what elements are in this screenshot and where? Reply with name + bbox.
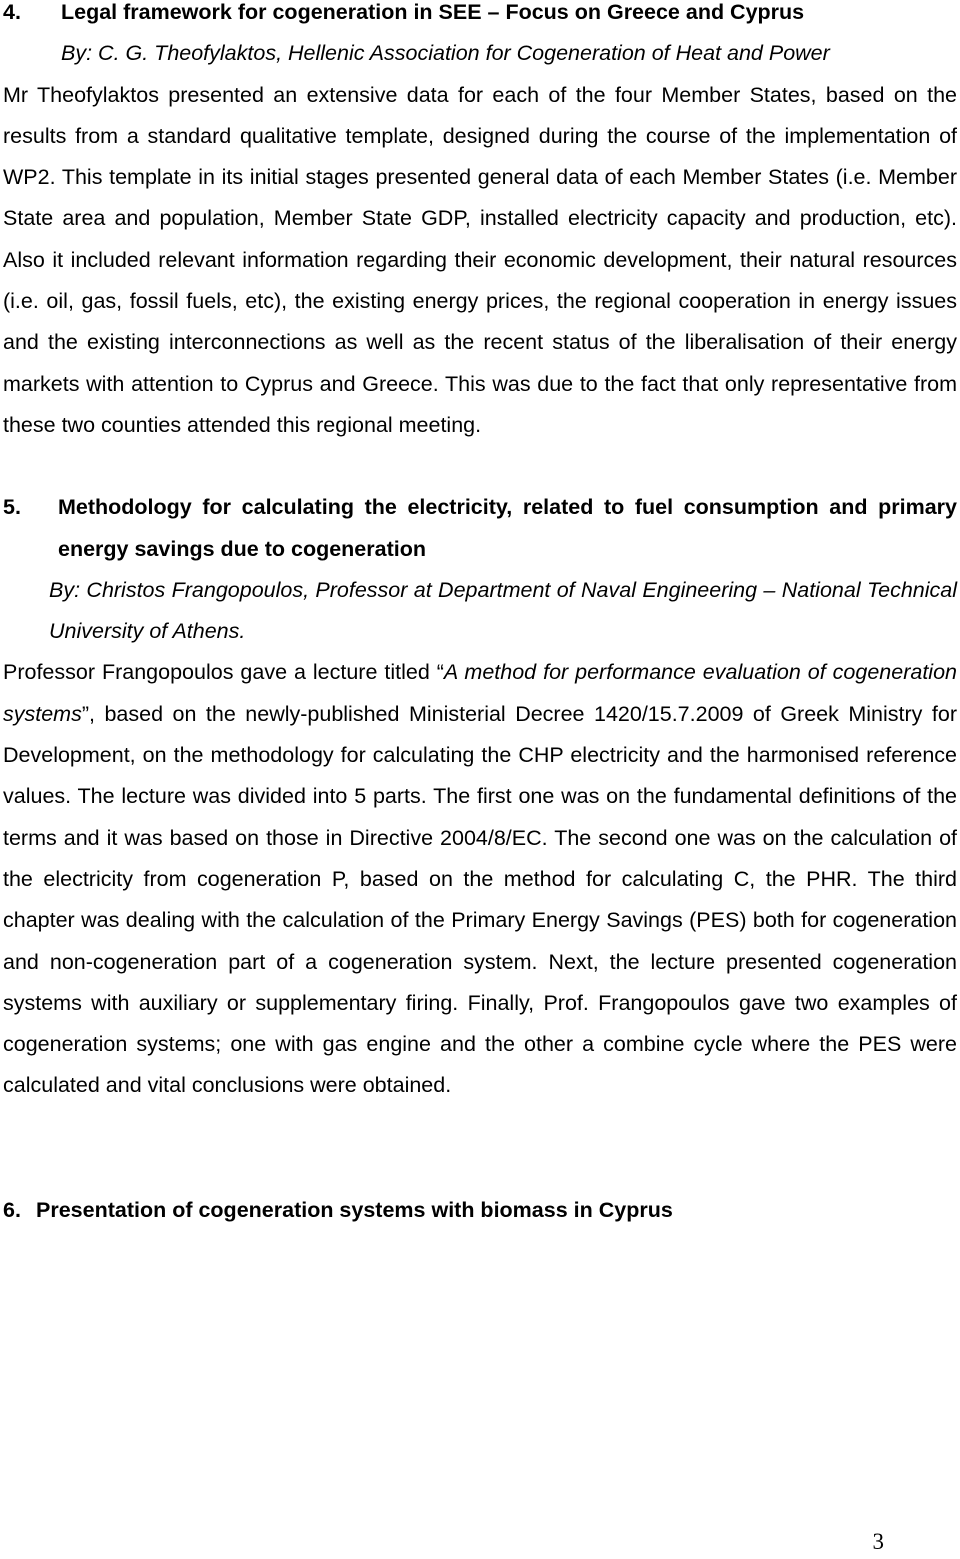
section-5-title: Methodology for calculating the electricity, related to fuel consumption and primary energy savings due to cogeneration xyxy=(58,495,957,561)
section-4-body: Mr Theofylaktos presented an extensive data for each of the four Member States, based on the results from a standard qualitative template, designed during the course of the implementation of WP2. This template in its initial stages presented general data of each Member States (i.e. Member State area and population, Member State GDP, installed electricity capacity and production, etc). Also it included relevant information regarding their economic development, their natural resources (i.e. oil, gas, fossil fuels, etc), the existing energy prices, the regional cooperation in energy issues and the existing interconnections as well as the recent status of the liberalisation of their energy markets with attention to Cyprus and Greece. This was due to the fact that only representative from these two counties attended this regional meeting. xyxy=(3,82,957,437)
section-5-heading xyxy=(3,487,957,570)
section-6-heading xyxy=(3,1190,957,1231)
section-4-title: Legal framework for cogeneration in SEE – Focus on Greece and Cyprus xyxy=(61,0,805,24)
section-4-byline: By: C. G. Theofylaktos, Hellenic Association for Cogeneration of Heat and Power xyxy=(61,41,830,66)
section-6-title: Presentation of cogeneration systems with biomass in Cyprus xyxy=(36,1197,673,1222)
section-5-body xyxy=(3,652,957,1106)
lecture-title: A method for performance evaluation of cogeneration systems xyxy=(3,660,957,726)
section-6-number: 6. xyxy=(3,1197,21,1222)
page-number: 3 xyxy=(872,1529,884,1554)
section-4-number: 4. xyxy=(3,0,21,24)
section-5-body-intro: Professor Frangopoulos gave a lecture titled “ xyxy=(3,660,444,685)
section-4-heading xyxy=(3,0,957,33)
document-page xyxy=(3,0,957,1231)
section-5-body-rest: ”, based on the newly-published Ministerial Decree 1420/15.7.2009 of Greek Ministry for Development, on the methodology for calculating the CHP electricity and the harmonised reference values. The lecture was divided into 5 parts. The first one was on the fundamental definitions of the terms and it was based on those in Directive 2004/8/EC. The second one was on the calculation of the electricity from cogeneration P, based on the method for calculating C, the PHR. The third chapter was dealing with the calculation of the Primary Energy Savings (PES) both for cogeneration and non-cogeneration part of a cogeneration system. Next, the lecture presented cogeneration systems with auxiliary or supplementary firing. Finally, Prof. Frangopoulos gave two examples of cogeneration systems; one with gas engine and the other a combine cycle where the PES were calculated and vital conclusions were obtained. xyxy=(3,701,957,1098)
section-5-byline: By: Christos Frangopoulos, Professor at Department of Naval Engineering – National Technical University of Athens. xyxy=(49,577,957,644)
section-5-number: 5. xyxy=(3,495,21,520)
